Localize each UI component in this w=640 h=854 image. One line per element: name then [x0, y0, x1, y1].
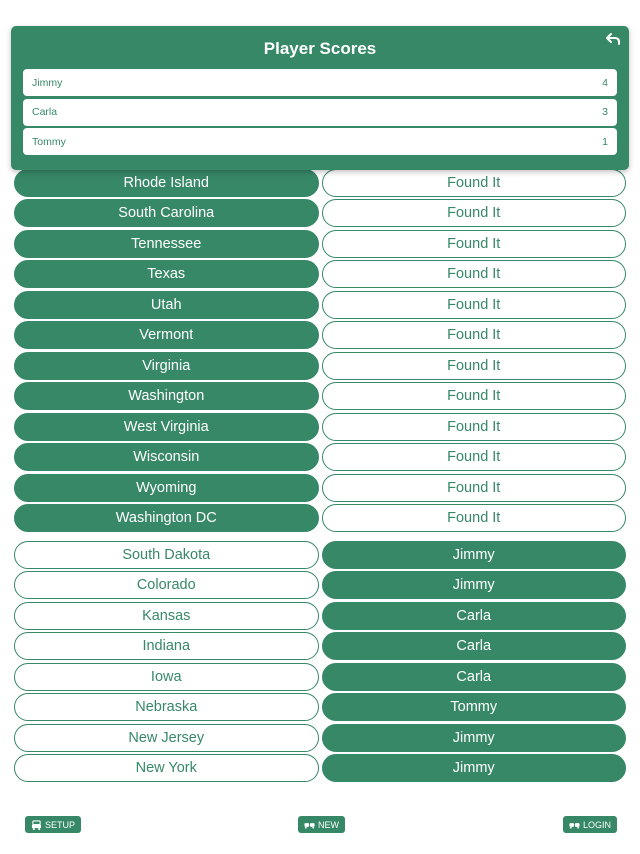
- state-row: [14, 474, 626, 502]
- new-game-button[interactable]: [298, 816, 345, 833]
- found-it-button[interactable]: Found It: [322, 321, 627, 349]
- found-state-button[interactable]: New Jersey: [14, 724, 319, 752]
- state-row: [14, 504, 626, 532]
- score-list: [23, 69, 617, 158]
- finder-player-button[interactable]: Carla: [322, 663, 627, 691]
- state-button[interactable]: Wisconsin: [14, 443, 319, 471]
- found-it-button[interactable]: Found It: [322, 291, 627, 319]
- state-button[interactable]: Washington: [14, 382, 319, 410]
- new-label: NEW: [318, 819, 339, 830]
- remaining-states: [14, 169, 626, 533]
- state-button[interactable]: Vermont: [14, 321, 319, 349]
- state-button[interactable]: West Virginia: [14, 413, 319, 441]
- car-icon: [31, 820, 42, 830]
- found-state-button[interactable]: New York: [14, 754, 319, 782]
- login-label: LOGIN: [583, 819, 612, 830]
- state-row: [14, 260, 626, 288]
- found-it-button[interactable]: Found It: [322, 230, 627, 258]
- finder-player-button[interactable]: Jimmy: [322, 571, 627, 599]
- found-state-button[interactable]: Iowa: [14, 663, 319, 691]
- state-row: [14, 443, 626, 471]
- state-row: [14, 352, 626, 380]
- found-it-button[interactable]: Found It: [322, 260, 627, 288]
- found-row: [14, 541, 626, 569]
- state-button[interactable]: Tennessee: [14, 230, 319, 258]
- state-button[interactable]: Wyoming: [14, 474, 319, 502]
- cars-icon: [569, 820, 580, 830]
- state-row: [14, 230, 626, 258]
- found-row: [14, 663, 626, 691]
- finder-player-button[interactable]: Carla: [322, 602, 627, 630]
- state-button[interactable]: Rhode Island: [14, 169, 319, 197]
- found-it-button[interactable]: Found It: [322, 382, 627, 410]
- found-row: [14, 754, 626, 782]
- player-score: 4: [602, 76, 608, 89]
- found-state-button[interactable]: Nebraska: [14, 693, 319, 721]
- found-it-button[interactable]: Found It: [322, 169, 627, 197]
- finder-player-button[interactable]: Jimmy: [322, 754, 627, 782]
- setup-button[interactable]: [25, 816, 81, 833]
- state-row: [14, 199, 626, 227]
- setup-label: SETUP: [45, 819, 76, 830]
- player-name: Tommy: [32, 135, 66, 148]
- found-it-button[interactable]: Found It: [322, 199, 627, 227]
- found-state-button[interactable]: South Dakota: [14, 541, 319, 569]
- finder-player-button[interactable]: Carla: [322, 632, 627, 660]
- found-it-button[interactable]: Found It: [322, 443, 627, 471]
- score-row: [23, 99, 617, 126]
- found-row: [14, 724, 626, 752]
- state-row: [14, 291, 626, 319]
- found-row: [14, 602, 626, 630]
- finder-player-button[interactable]: Tommy: [322, 693, 627, 721]
- found-it-button[interactable]: Found It: [322, 474, 627, 502]
- state-row: [14, 321, 626, 349]
- player-score: 1: [602, 135, 608, 148]
- login-button[interactable]: [563, 816, 617, 833]
- finder-player-button[interactable]: Jimmy: [322, 724, 627, 752]
- state-button[interactable]: Virginia: [14, 352, 319, 380]
- state-row: [14, 382, 626, 410]
- state-list: [14, 150, 626, 785]
- state-row: [14, 169, 626, 197]
- player-score: 3: [602, 106, 608, 118]
- found-state-button[interactable]: Colorado: [14, 571, 319, 599]
- undo-arrow-icon[interactable]: [605, 31, 621, 47]
- found-row: [14, 571, 626, 599]
- state-button[interactable]: Utah: [14, 291, 319, 319]
- found-row: [14, 693, 626, 721]
- found-state-button[interactable]: Indiana: [14, 632, 319, 660]
- found-states: [14, 541, 626, 783]
- state-button[interactable]: Washington DC: [14, 504, 319, 532]
- scores-title: Player Scores: [263, 39, 377, 58]
- cars-icon: [304, 820, 315, 830]
- found-it-button[interactable]: Found It: [322, 352, 627, 380]
- score-row: [23, 128, 617, 155]
- found-it-button[interactable]: Found It: [322, 504, 627, 532]
- score-row: [23, 69, 617, 96]
- found-row: [14, 632, 626, 660]
- player-scores-panel: [11, 26, 629, 170]
- player-name: Jimmy: [32, 76, 63, 89]
- player-name: Carla: [32, 106, 58, 118]
- found-state-button[interactable]: Kansas: [14, 602, 319, 630]
- found-it-button[interactable]: Found It: [322, 413, 627, 441]
- state-button[interactable]: South Carolina: [14, 199, 319, 227]
- state-row: [14, 413, 626, 441]
- state-button[interactable]: Texas: [14, 260, 319, 288]
- finder-player-button[interactable]: Jimmy: [322, 541, 627, 569]
